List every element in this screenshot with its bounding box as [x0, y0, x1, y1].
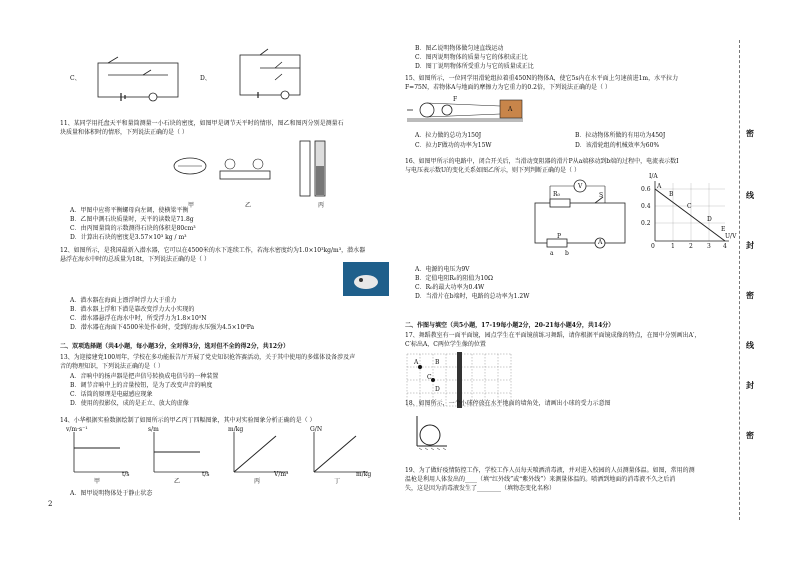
margin-char-4: 密	[746, 290, 754, 300]
q16-p-label: P	[557, 233, 562, 240]
q13-stem2: 音的物理知识，下列说法正确的是（ ）	[60, 363, 164, 370]
q13-option-c: C．话筒的原理是电磁感应现象	[70, 391, 153, 398]
binding-margin	[739, 40, 764, 520]
q12-stem: 12、如图所示，是我国最新入潜水器，它可以在4500米的水下连续工作，若海水密度约为1.0×10³kg/m³，潜水器	[60, 247, 366, 254]
q16-stem2: 与电压表示数U的变化关系如图乙所示，则下列判断正确的是（ ）	[405, 167, 580, 174]
q16-xtick-3: 3	[707, 243, 711, 250]
q14-graph-bing-name: 丙	[254, 478, 261, 485]
section-2-heading: 二、双项选择题（共4小题，每小题3分，全对得3分，选对但不全的得2分，共12分）	[60, 343, 290, 350]
q15-option-d: D．该滑轮组的机械效率为60%	[575, 142, 660, 149]
q16-stem: 16、如图甲所示的电路中，闭合开关后，当滑动变阻器的滑片P从a端移动到b端的过程中，电流表示数I	[405, 158, 679, 165]
q18-stem: 18、如图所示，一个小球停放在水平地面的墙角处，请画出小球的受力示意图	[405, 400, 611, 407]
q16-ammeter-label: A	[598, 239, 603, 246]
q16-ytick-02: 0.2	[641, 220, 651, 227]
q14-graph-ding-name: 丁	[334, 478, 341, 485]
q12-option-b: B．潜水器上浮和下潜是靠改变浮力大小实现的	[70, 306, 195, 313]
margin-char-2: 线	[746, 190, 754, 200]
q16-point-e: E	[721, 226, 726, 233]
q16-ytick-06: 0.6	[641, 186, 651, 193]
q11-figure	[170, 136, 330, 206]
margin-char-1: 密	[746, 128, 754, 138]
q16-point-a: A	[657, 183, 662, 190]
q14-option-a: A．图甲说明物体处于静止状态	[70, 490, 153, 497]
q14-graph-bing-ylabel: m/kg	[228, 426, 244, 433]
q14-graph-ding	[310, 432, 372, 476]
q14-graph-ding-ylabel: G/N	[310, 426, 323, 433]
section-3-heading: 二、作图与填空（共5小题，17-19每小题2分，20-21每小题4分，共14分）	[405, 322, 615, 329]
q16-xtick-2: 2	[689, 243, 693, 250]
pulley-figure	[405, 92, 525, 128]
q18-ball-figure	[413, 414, 449, 450]
q17-label-d: D	[435, 386, 440, 393]
q15-force-label: F	[453, 96, 458, 103]
q12-stem2: 悬浮在海水中时的总质量为18t，下列说法正确的是（ ）	[60, 256, 210, 263]
q17-label-a: A	[414, 359, 419, 366]
q16-graph-ylabel: I/A	[649, 173, 658, 180]
q11-stem: 11、某同学用托盘天平和量筒测量一小石块的密度，如图甲是调节天平时的情形，图乙和图丙分别是测量石	[60, 120, 344, 127]
q14-graph-ding-xlabel: m/kg	[356, 471, 372, 478]
q14-graph-bing	[230, 432, 290, 476]
q16-a-label: a	[550, 250, 554, 257]
q14-graph-jia	[70, 432, 130, 476]
margin-char-7: 密	[746, 430, 754, 440]
q16-b-label: b	[565, 250, 569, 257]
q14-graph-jia-ylabel: v/m·s⁻¹	[66, 426, 88, 433]
q11-option-d: D．计算出石块的密度是3.57×10³ kg / m³	[70, 234, 187, 241]
q16-option-a: A．电源的电压为9V	[415, 266, 470, 273]
q16-point-c: C	[687, 203, 692, 210]
q19-stem2: 温枪是利用人体发出的____（填“红外线”或“紫外线”）来测量体温的。喷洒到地面的消毒液不久之后消	[405, 476, 676, 483]
q11-option-a: A．甲图中应将平衡螺母向左调，使横梁平衡	[70, 207, 189, 214]
q15-option-b: B．拉动物体所做的有用功为450J	[575, 132, 666, 139]
q11-stem2: 块质量和体积时的情形，下列说法正确的是（ ）	[60, 129, 188, 136]
margin-char-5: 线	[746, 340, 754, 350]
q11-label-jia: 甲	[188, 202, 195, 209]
q16-point-b: B	[669, 191, 674, 198]
page-number: 2	[48, 500, 53, 508]
q15-option-a: A．拉力做的总功为150J	[415, 132, 482, 139]
q16-voltmeter-label: V	[578, 183, 583, 190]
q16-option-d: D．当滑片在b端时，电路的总功率为1.2W	[415, 293, 530, 300]
q14-option-b: B．图乙说明物体做匀速直线运动	[415, 45, 504, 52]
q10-option-d: D、	[200, 75, 211, 82]
circuit-c-figure	[88, 45, 198, 105]
q16-ytick-04: 0.4	[641, 203, 651, 210]
q13-stem: 13、为迎接建党100周年，学校在多功能报告厅开展了党史知识抢答赛活动，关于其中使用的多媒体设备涉及声	[60, 354, 356, 361]
q15-stem: 15、如图所示，一位同学用滑轮组拉着重450N的物体A，使它5s内在水平面上匀速前进1m，水平拉力	[405, 75, 679, 82]
submersible-photo	[343, 262, 389, 296]
q17-stem: 17、舞蹈教室有一面平面镜，园点学生在平面镜前练习舞蹈，请你根据平面镜成像的特点，在图中分别画出A′，	[405, 332, 701, 339]
q14-graph-jia-name: 甲	[94, 478, 101, 485]
q17-label-b: B	[435, 359, 440, 366]
q16-option-c: C．R₀的最大功率为0.4W	[415, 284, 485, 291]
q14-graph-yi-ylabel: s/m	[148, 426, 159, 433]
q16-point-d: D	[707, 216, 712, 223]
q12-option-c: C．潜水器悬浮在海水中时，所受浮力为1.8×10⁵N	[70, 315, 207, 322]
q11-label-yi: 乙	[245, 202, 252, 209]
q17-stem2: C′标出A，C两位学生像的位置	[405, 341, 486, 348]
q11-option-b: B．乙图中测石块质量时，天平的读数是71.8g	[70, 216, 194, 223]
q10-option-c: C、	[70, 75, 81, 82]
q14-graph-jia-xlabel: t/s	[122, 471, 130, 478]
q16-xtick-4: 4	[723, 243, 727, 250]
margin-char-6: 封	[746, 380, 754, 390]
q15-block-label: A	[508, 106, 513, 113]
q16-option-b: B．定值电阻R₀的阻值为10Ω	[415, 275, 493, 282]
q16-switch-label: S	[599, 192, 604, 199]
q14-graph-yi-name: 乙	[174, 478, 181, 485]
q14-stem: 14、小华根据实验数据绘制了如图所示的甲乙丙丁四幅图象，其中对实验图象分析正确的是（ ）	[60, 417, 316, 424]
q15-stem2: F=75N，若物体A与地面的摩擦力为它重力的0.2倍，下列说法正确的是（ ）	[405, 84, 611, 91]
q14-option-c: C．图丙说明物体的质量与它的体积成正比	[415, 54, 528, 61]
q19-stem: 19、为了做好疫情防控工作，学校工作人员每天喷洒消毒液，并对进入校园的人员测量体温。如图，常用的测	[405, 467, 695, 474]
q13-option-b: B．调节音响中上的音量按钮，是为了改变声音的响度	[70, 382, 213, 389]
q12-option-d: D．潜水器在海面下4500米处作业时，受到的海水压强为4.5×10⁶Pa	[70, 324, 255, 331]
q19-stem3: 失，这是因为消毒液发生了________（填物态变化名称）	[405, 485, 556, 492]
q14-option-d: D．图丁说明物体所受重力与它的质量成正比	[415, 63, 534, 70]
q14-graph-yi-xlabel: t/s	[202, 471, 210, 478]
q16-xtick-1: 1	[671, 243, 675, 250]
q16-xtick-0: 0	[651, 243, 655, 250]
q16-graph-xlabel: U/V	[725, 233, 737, 240]
q16-iu-graph	[641, 173, 736, 265]
q17-label-c: C	[427, 374, 432, 381]
circuit-d-figure	[220, 40, 330, 105]
margin-char-3: 封	[746, 240, 754, 250]
q11-option-c: C．由丙图量筒的示数测得石块的体积是80cm³	[70, 225, 196, 232]
q11-label-bing: 丙	[318, 202, 325, 209]
q14-graph-yi	[150, 432, 210, 476]
q13-option-d: D．使用的投影仪，成的是正立、放大的虚像	[70, 400, 189, 407]
q14-graph-bing-xlabel: V/m³	[274, 471, 289, 478]
q16-r0-label: R₀	[553, 191, 560, 198]
q13-option-a: A．音响中的扬声器是把声信号转换成电信号的一种装置	[70, 373, 219, 380]
q12-option-a: A．潜水器在海面上漂浮时浮力大于重力	[70, 297, 177, 304]
q14-graphs	[60, 426, 390, 486]
q15-option-c: C．拉力F做功的功率为15W	[415, 142, 492, 149]
